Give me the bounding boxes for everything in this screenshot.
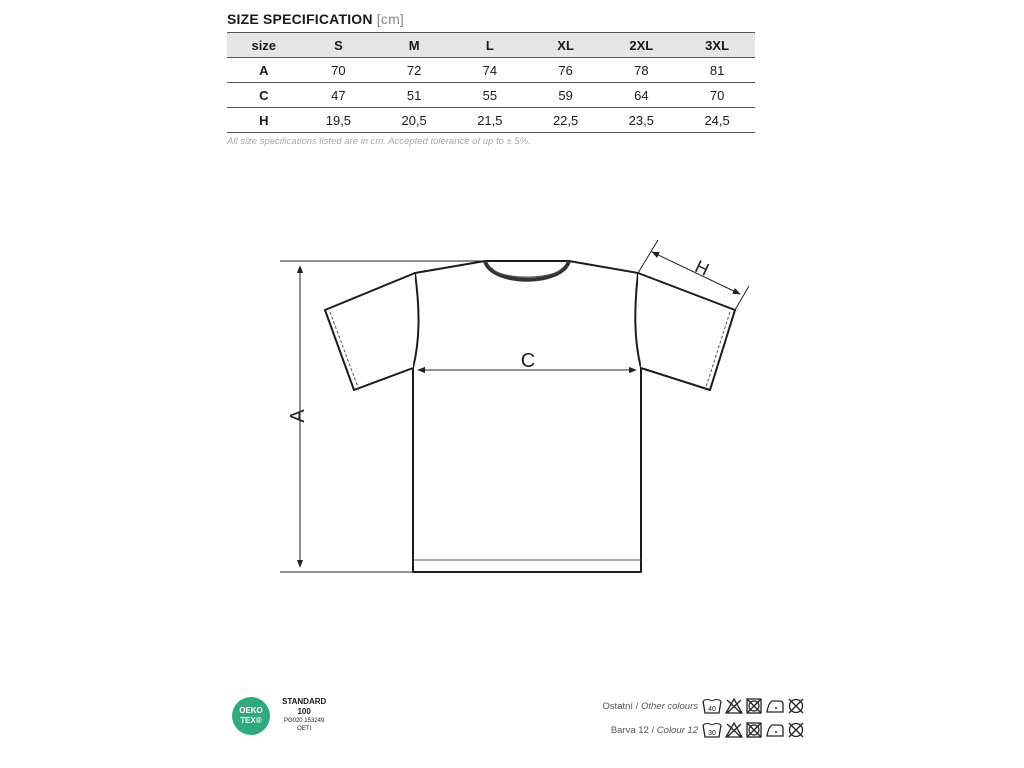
- table-cell: 55: [452, 83, 528, 108]
- table-cell: 72: [376, 58, 452, 83]
- no-tumble-dry-icon: [746, 722, 762, 738]
- table-cell: 78: [603, 58, 679, 83]
- care-row-other-colours: [602, 698, 804, 714]
- table-cell: 74: [452, 58, 528, 83]
- table-row: [227, 58, 755, 83]
- table-row-label: H: [227, 108, 301, 133]
- table-cell: 24,5: [679, 108, 755, 133]
- table-cell: 19,5: [301, 108, 377, 133]
- size-spec-table: [227, 32, 755, 133]
- care-row-colour-12: [611, 722, 804, 738]
- care-label-plain: Ostatní /: [602, 700, 639, 712]
- oeko-badge-line2: TEX®: [240, 716, 262, 725]
- oeko-standard: STANDARD: [282, 697, 327, 706]
- table-cell: 70: [301, 58, 377, 83]
- care-label-plain: Barva 12 /: [610, 724, 655, 736]
- table-cell: 70: [679, 83, 755, 108]
- table-header-cell: 3XL: [679, 33, 755, 58]
- no-tumble-dry-icon: [746, 698, 762, 714]
- table-cell: 22,5: [528, 108, 604, 133]
- tshirt-diagram: [270, 230, 750, 590]
- oeko-badge-line1: OEKO: [239, 706, 263, 715]
- table-header-cell: XL: [528, 33, 604, 58]
- table-cell: 21,5: [452, 108, 528, 133]
- no-bleach-icon: [725, 698, 743, 714]
- size-spec-title-text: SIZE SPECIFICATION: [227, 11, 373, 27]
- oeko-code: PG020 153249: [283, 718, 325, 724]
- table-row: [227, 108, 755, 133]
- table-cell: 59: [528, 83, 604, 108]
- table-cell: 76: [528, 58, 604, 83]
- table-header-cell: size: [227, 33, 301, 58]
- wash-tub-icon: [702, 698, 722, 714]
- oeko-tex-logo: [232, 697, 270, 735]
- tolerance-note: All size specifications listed are in cm. Accepted tolerance of up to ± 5%.: [227, 136, 531, 147]
- care-row-label: [602, 701, 698, 712]
- no-dry-clean-icon: [788, 698, 804, 714]
- table-cell: 47: [301, 83, 377, 108]
- table-header-row: [227, 33, 755, 58]
- care-icons: [702, 722, 804, 738]
- no-dry-clean-icon: [788, 722, 804, 738]
- iron-one-dot-icon: [765, 722, 785, 738]
- oeko-institute: OETI: [297, 726, 312, 732]
- care-row-label: [611, 725, 698, 736]
- table-cell: 20,5: [376, 108, 452, 133]
- no-bleach-icon: [725, 722, 743, 738]
- care-label-italic: Other colours: [640, 700, 698, 712]
- table-row-label: A: [227, 58, 301, 83]
- oeko-tex-text: [282, 697, 326, 733]
- table-row: [227, 83, 755, 108]
- table-header-cell: L: [452, 33, 528, 58]
- wash-tub-icon: [702, 722, 722, 738]
- table-cell: 23,5: [603, 108, 679, 133]
- table-row-label: C: [227, 83, 301, 108]
- size-spec-title: [227, 11, 404, 27]
- table-header-cell: S: [301, 33, 377, 58]
- table-header-cell: 2XL: [603, 33, 679, 58]
- wash-temp-text: 30: [708, 730, 716, 737]
- table-cell: 81: [679, 58, 755, 83]
- tshirt-outline: [325, 261, 735, 572]
- size-spec-unit: [cm]: [376, 11, 405, 27]
- measure-h-label: H: [691, 256, 713, 280]
- measure-c-label: C: [520, 350, 536, 372]
- wash-temp-text: 40: [708, 706, 716, 713]
- table-header-cell: M: [376, 33, 452, 58]
- measure-a-label: A: [287, 409, 309, 423]
- oeko-number: 100: [297, 707, 311, 716]
- care-label-italic: Colour 12: [656, 724, 698, 736]
- table-cell: 51: [376, 83, 452, 108]
- iron-one-dot-icon: [765, 698, 785, 714]
- care-icons: [702, 698, 804, 714]
- table-cell: 64: [603, 83, 679, 108]
